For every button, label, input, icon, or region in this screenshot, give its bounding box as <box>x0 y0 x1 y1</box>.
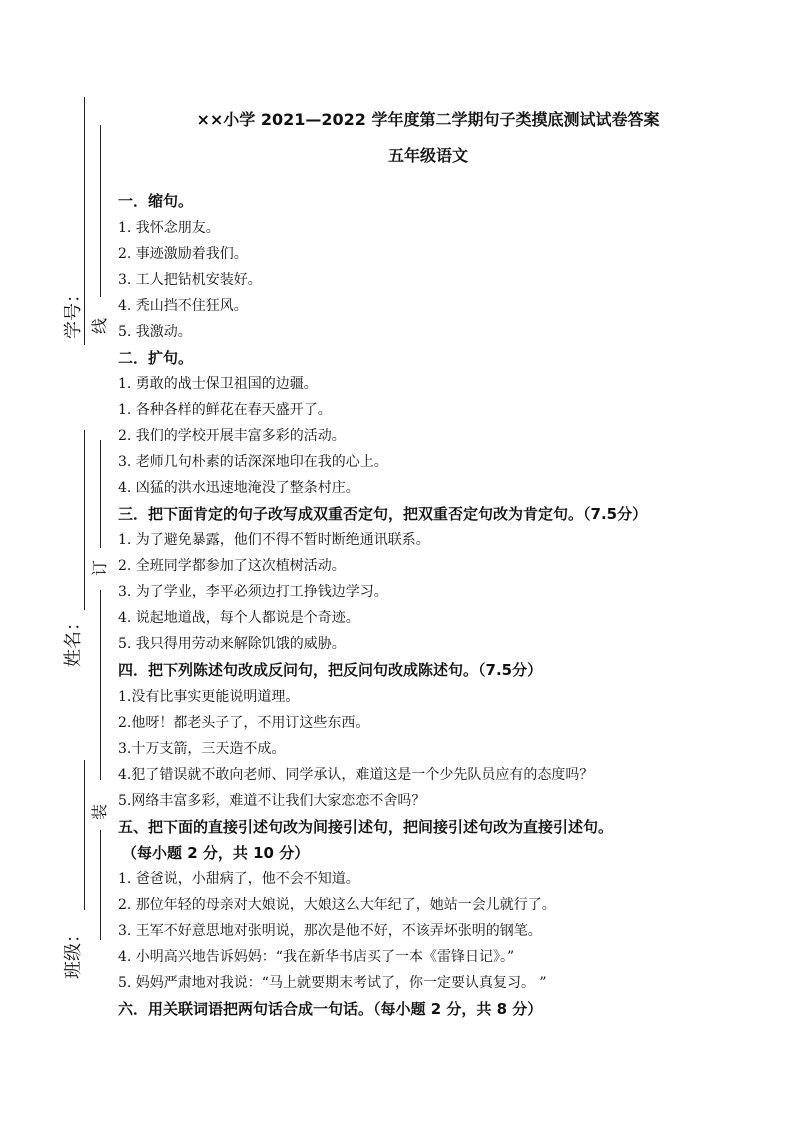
section-3-heading: 三．把下面肯定的句子改写成双重否定句，把双重否定句改为肯定句。（7.5分） <box>118 505 648 523</box>
list-item: 5. 我只得用劳动来解除饥饿的威胁。 <box>118 636 346 652</box>
student-no-label: 学号： <box>63 285 84 339</box>
class-label: 班级： <box>63 925 84 979</box>
section-2-heading: 二．扩句。 <box>118 349 194 367</box>
page-title: ××小学 2021—2022 学年度第二学期句子类摸底测试试卷答案 <box>196 110 660 129</box>
line-char: 线 <box>90 318 109 335</box>
list-item: 4. 凶猛的洪水迅速地淹没了整条村庄。 <box>118 480 360 496</box>
list-item: 5. 妈妈严肃地对我说：“马上就要期末考试了，你一定要认真复习。 ” <box>118 975 547 991</box>
list-item: 1. 为了避免暴露，他们不得不暂时断绝通讯联系。 <box>118 532 430 548</box>
list-item: 1. 我怀念朋友。 <box>118 220 220 236</box>
ding-char: 订 <box>90 560 109 577</box>
list-item: 2. 全班同学都参加了这次植树活动。 <box>118 558 346 574</box>
list-item: 2. 事迹激励着我们。 <box>118 246 248 262</box>
list-item: 4. 秃山挡不住狂风。 <box>118 298 248 314</box>
list-item: 5.网络丰富多彩，难道不让我们大家恋恋不舍吗？ <box>118 793 426 809</box>
margin-inner-line-3 <box>100 590 101 780</box>
list-item: 5. 我激动。 <box>118 324 192 340</box>
section-6-heading: 六．用关联词语把两句话合成一句话。（每小题 2 分，共 8 分） <box>118 1000 543 1018</box>
list-item: 3. 王军不好意思地对张明说，那次是他不好，不该弄坏张明的钢笔。 <box>118 923 542 939</box>
margin-outer-line-2 <box>84 430 85 610</box>
binding-margin <box>0 0 120 1123</box>
margin-outer-line-1 <box>84 97 85 345</box>
page-subtitle: 五年级语文 <box>387 146 468 165</box>
margin-outer-line-3 <box>84 760 85 910</box>
list-item: 1.没有比事实更能说明道理。 <box>118 689 300 705</box>
list-item: 3. 老师几句朴素的话深深地印在我的心上。 <box>118 454 388 470</box>
list-item: 4. 小明高兴地告诉妈妈：“我在新华书店买了一本《雷锋日记》。” <box>118 949 515 965</box>
list-item: 3. 工人把钻机安装好。 <box>118 272 262 288</box>
margin-inner-line-4 <box>100 830 101 940</box>
list-item: 4.犯了错误就不敢向老师、同学承认，难道这是一个少先队员应有的态度吗？ <box>118 767 594 783</box>
section-5-score-note: （每小题 2 分，共 10 分） <box>122 844 310 862</box>
section-5-heading: 五、把下面的直接引述句改为间接引述句，把间接引述句改为直接引述句。 <box>118 818 614 836</box>
list-item: 2. 我们的学校开展丰富多彩的活动。 <box>118 428 346 444</box>
name-label: 姓名： <box>63 613 84 667</box>
list-item: 1. 各种各样的鲜花在春天盛开了。 <box>118 402 332 418</box>
list-item: 2.他呀！都老头子了，不用订这些东西。 <box>118 715 370 731</box>
list-item: 3. 为了学业，李平必须边打工挣钱边学习。 <box>118 584 388 600</box>
margin-inner-line-1 <box>100 125 101 297</box>
section-4-heading: 四．把下列陈述句改成反问句，把反问句改成陈述句。（7.5分） <box>118 661 543 679</box>
margin-inner-line-2 <box>100 440 101 548</box>
list-item: 2. 那位年轻的母亲对大娘说，大娘这么大年纪了，她站一会儿就行了。 <box>118 897 556 913</box>
section-1-heading: 一．缩句。 <box>118 192 194 210</box>
list-item: 3.十万支箭，三天造不成。 <box>118 741 286 757</box>
zhuang-char: 装 <box>90 804 109 821</box>
list-item: 4. 说起地道战，每个人都说是个奇迹。 <box>118 610 360 626</box>
list-item: 1. 爸爸说，小甜病了，他不会不知道。 <box>118 871 360 887</box>
list-item: 1. 勇敢的战士保卫祖国的边疆。 <box>118 376 318 392</box>
